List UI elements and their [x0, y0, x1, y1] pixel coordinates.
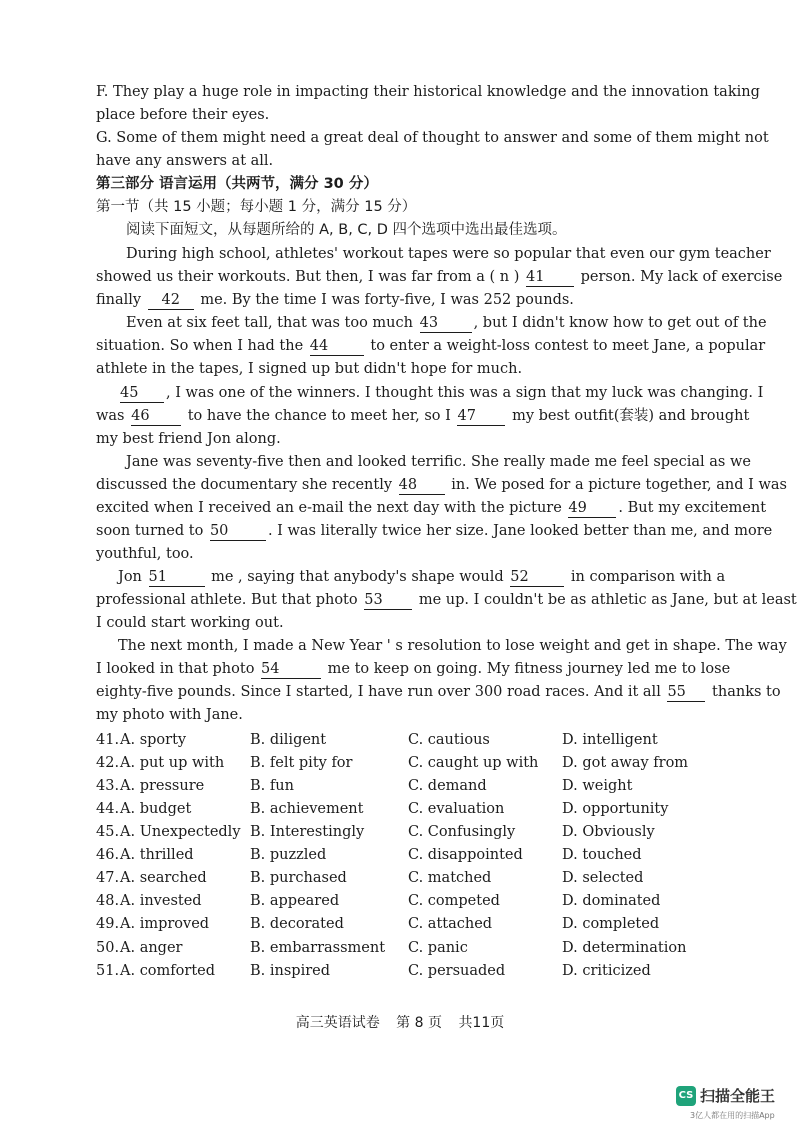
- passage-line: 45 , I was one of the winners. I thought this was a sign that my luck was changing. I: [120, 385, 764, 401]
- page-number: 第 8 页: [396, 1015, 442, 1031]
- passage-line: The next month, I made a New Year ' s resolution to lose weight and get in shape. The way: [118, 638, 787, 654]
- scanner-watermark: [676, 1084, 798, 1126]
- blank-51: 51: [149, 569, 205, 587]
- passage-line: showed us their workouts. But then, I was far from a ( n ) 41 person. My lack of exercise: [96, 269, 783, 285]
- option-b: B. purchased: [250, 870, 347, 886]
- option-c: C. matched: [408, 870, 492, 886]
- blank-46: 46: [131, 408, 181, 426]
- option-d: D. dominated: [562, 893, 661, 909]
- option-c: C. attached: [408, 916, 493, 932]
- question-number: 50.: [96, 940, 120, 956]
- passage-line: was 46 to have the chance to meet her, so I 47 my best outfit(套装) and brought: [96, 408, 750, 424]
- blank-42: 42: [148, 292, 194, 310]
- option-b: B. felt pity for: [250, 755, 353, 771]
- option-a: A. anger: [120, 940, 183, 956]
- passage-line: soon turned to 50 . I was literally twice her size. Jane looked better than me, and more: [96, 523, 773, 539]
- section-instruction: 阅读下面短文，从每题所给的 A, B, C, D 四个选项中选出最佳选项。: [126, 222, 567, 238]
- passage-line: professional athlete. But that photo 53 me up. I couldn't be as athletic as Jane, but at least: [96, 592, 797, 608]
- question-number: 51.: [96, 963, 120, 979]
- question-number: 49.: [96, 916, 120, 932]
- blank-45: 45: [120, 385, 164, 403]
- option-d: D. weight: [562, 778, 633, 794]
- question-number: 43.: [96, 778, 120, 794]
- blank-43: 43: [420, 315, 472, 333]
- passage-line: During high school, athletes' workout tapes were so popular that even our gym teacher: [126, 246, 771, 262]
- option-d: D. Obviously: [562, 824, 655, 840]
- option-c: C. demand: [408, 778, 487, 794]
- passage-line: excited when I received an e-mail the next day with the picture 49 . But my excitement: [96, 500, 767, 516]
- watermark-name: 扫描全能王: [700, 1087, 776, 1105]
- option-b: B. Interestingly: [250, 824, 365, 840]
- camscanner-logo-icon: CS: [676, 1086, 696, 1106]
- option-b: B. achievement: [250, 801, 364, 817]
- option-a: A. comforted: [120, 963, 216, 979]
- option-c: C. disappointed: [408, 847, 523, 863]
- passage-line: situation. So when I had the 44 to enter a weight-loss contest to meet Jane, a popular: [96, 338, 766, 354]
- option-a: A. searched: [120, 870, 207, 886]
- passage-line: discussed the documentary she recently 48 in. We posed for a picture together, and I was: [96, 477, 787, 493]
- option-b: B. diligent: [250, 732, 327, 748]
- option-d: D. got away from: [562, 755, 689, 771]
- option-a: A. budget: [120, 801, 192, 817]
- blank-52: 52: [510, 569, 564, 587]
- blank-49: 49: [568, 500, 616, 518]
- option-c: C. competed: [408, 893, 500, 909]
- passage-line: I could start working out.: [96, 615, 284, 631]
- passage-line: youthful, too.: [96, 546, 194, 562]
- passage-line: athlete in the tapes, I signed up but didn't hope for much.: [96, 361, 523, 377]
- option-b: B. embarrassment: [250, 940, 386, 956]
- watermark-tagline: 3亿人都在用的扫描App: [690, 1111, 775, 1120]
- option-c: C. panic: [408, 940, 468, 956]
- option-b: B. inspired: [250, 963, 331, 979]
- blank-54: 54: [261, 661, 321, 679]
- option-d: D. opportunity: [562, 801, 669, 817]
- passage-line: my best friend Jon along.: [96, 431, 281, 447]
- blank-50: 50: [210, 523, 266, 541]
- option-d: D. intelligent: [562, 732, 658, 748]
- question-number: 48.: [96, 893, 120, 909]
- page-total: 共11页: [458, 1015, 505, 1031]
- question-number: 46.: [96, 847, 120, 863]
- option-c: C. cautious: [408, 732, 490, 748]
- option-a: A. pressure: [120, 778, 205, 794]
- option-b: B. fun: [250, 778, 294, 794]
- option-g-line-1: G. Some of them might need a great deal of thought to answer and some of them might not: [96, 130, 769, 146]
- blank-44: 44: [310, 338, 364, 356]
- blank-41: 41: [526, 269, 574, 287]
- passage-line: Jon 51 me , saying that anybody's shape would 52 in comparison with a: [118, 569, 726, 585]
- passage-line: Even at six feet tall, that was too much 43 , but I didn't know how to get out of the: [126, 315, 767, 331]
- option-c: C. persuaded: [408, 963, 506, 979]
- page-footer: [0, 1012, 800, 1032]
- passage-line: I looked in that photo 54 me to keep on going. My fitness journey led me to lose: [96, 661, 731, 677]
- blank-53: 53: [364, 592, 412, 610]
- option-b: B. decorated: [250, 916, 344, 932]
- option-a: A. Unexpectedly: [120, 824, 241, 840]
- option-a: A. improved: [120, 916, 210, 932]
- option-a: A. invested: [120, 893, 202, 909]
- option-c: C. evaluation: [408, 801, 505, 817]
- option-d: D. determination: [562, 940, 687, 956]
- option-a: A. thrilled: [120, 847, 194, 863]
- blank-55: 55: [667, 684, 705, 702]
- option-a: A. sporty: [120, 732, 187, 748]
- option-c: C. Confusingly: [408, 824, 516, 840]
- option-f-line-1: F. They play a huge role in impacting their historical knowledge and the innovation taking: [96, 84, 760, 100]
- exam-title: 高三英语试卷: [295, 1015, 380, 1031]
- passage-line: finally 42 me. By the time I was forty-five, I was 252 pounds.: [96, 292, 574, 308]
- option-f-line-2: place before their eyes.: [96, 107, 270, 123]
- passage-line: eighty-five pounds. Since I started, I have run over 300 road races. And it all 55 thanks to: [96, 684, 781, 700]
- question-number: 41.: [96, 732, 120, 748]
- option-b: B. puzzled: [250, 847, 327, 863]
- passage-line: my photo with Jane.: [96, 707, 243, 723]
- question-number: 45.: [96, 824, 120, 840]
- option-c: C. caught up with: [408, 755, 539, 771]
- option-a: A. put up with: [120, 755, 225, 771]
- passage-line: Jane was seventy-five then and looked terrific. She really made me feel special as we: [126, 454, 751, 470]
- section-sub-title: 第一节（共 15 小题；每小题 1 分，满分 15 分）: [96, 199, 417, 215]
- option-g-line-2: have any answers at all.: [96, 153, 274, 169]
- question-number: 42.: [96, 755, 120, 771]
- question-number: 47.: [96, 870, 120, 886]
- option-d: D. completed: [562, 916, 660, 932]
- question-number: 44.: [96, 801, 120, 817]
- option-d: D. touched: [562, 847, 642, 863]
- option-d: D. selected: [562, 870, 644, 886]
- blank-48: 48: [399, 477, 445, 495]
- blank-47: 47: [457, 408, 505, 426]
- option-d: D. criticized: [562, 963, 651, 979]
- option-b: B. appeared: [250, 893, 340, 909]
- section-part-title: 第三部分 语言运用（共两节，满分 30 分）: [96, 176, 378, 192]
